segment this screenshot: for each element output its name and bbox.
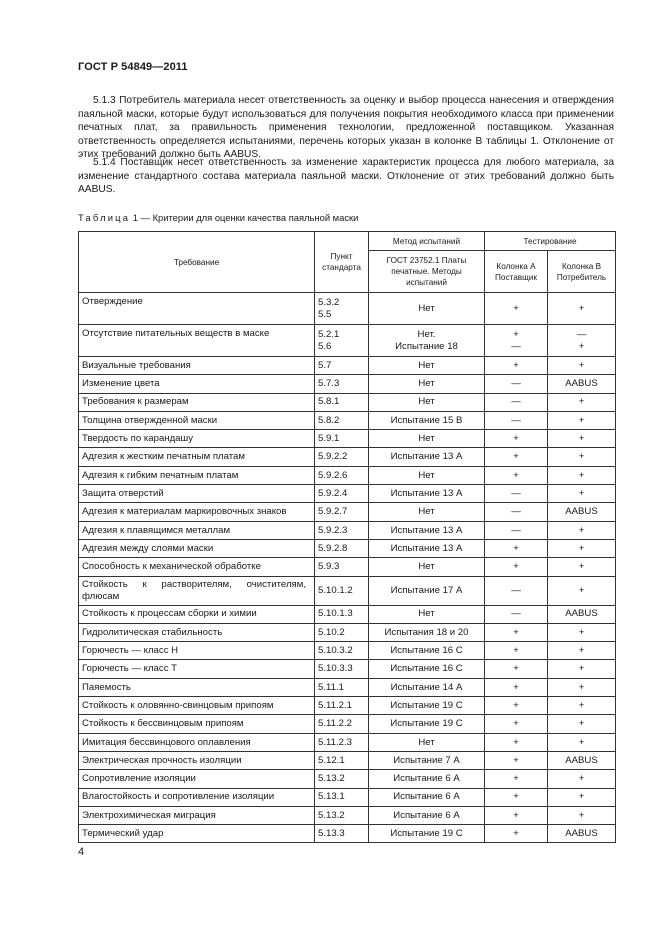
cell-column-b: + [548,293,616,325]
cell-clause: 5.9.2.3 [315,521,369,539]
cell-method: Нет [369,430,485,448]
table-row [79,825,616,843]
header-requirement: Требование [79,232,315,293]
table-row [79,539,616,557]
criteria-table [78,231,616,843]
cell-method: Испытание 15 В [369,411,485,429]
table-row [79,375,616,393]
cell-column-b: + [548,770,616,788]
cell-clause: 5.10.2 [315,623,369,641]
cell-requirement: Термический удар [79,825,315,843]
cell-method: Нет [369,733,485,751]
cell-column-a: + [485,806,548,824]
cell-column-a: — [485,485,548,503]
cell-method: Испытание 6 А [369,788,485,806]
cell-requirement: Визуальные требования [79,357,315,375]
table-row [79,678,616,696]
table-row [79,558,616,576]
table-row [79,503,616,521]
cell-column-b: + [548,539,616,557]
cell-column-b: + [548,576,616,605]
cell-column-a: + — [485,325,548,357]
cell-column-a: + [485,430,548,448]
table-row [79,576,616,605]
table-row [79,660,616,678]
cell-column-a: + [485,357,548,375]
cell-requirement: Требования к размерам [79,393,315,411]
cell-method: Нет [369,466,485,484]
cell-clause: 5.9.2.8 [315,539,369,557]
cell-column-b: + [548,357,616,375]
paragraph-5-1-3: 5.1.3 Потребитель материала несет ответственность за оценку и выбор процесса нанесения и отверждения паяльной маски, которые будут использоваться для получения покрытия необходимого класса при применении печатных плат, за правильность применения технологии, предложенной поставщиком. Указанная ответственность определяется испытаниями, перечень которых указан в колонке B таблицы 1. Отклонение от этих требований должно быть AABUS. [78,95,614,161]
table-row [79,357,616,375]
cell-column-b: AABUS [548,825,616,843]
cell-requirement: Стойкость к бессвинцовым припоям [79,715,315,733]
cell-requirement: Гидролитическая стабильность [79,623,315,641]
cell-clause: 5.12.1 [315,751,369,769]
cell-column-b: + [548,715,616,733]
cell-requirement: Адгезия к гибким печатным платам [79,466,315,484]
table-row [79,293,616,325]
cell-requirement: Сопротивление изоляции [79,770,315,788]
cell-method: Испытание 7 А [369,751,485,769]
table-row [79,485,616,503]
cell-column-b: + [548,411,616,429]
cell-requirement: Электрохимическая миграция [79,806,315,824]
cell-method: Испытание 17 А [369,576,485,605]
cell-column-b: + [548,448,616,466]
header-method-group: Метод испытаний [369,232,485,251]
cell-clause: 5.2.1 5.6 [315,325,369,357]
cell-clause: 5.9.2.4 [315,485,369,503]
cell-clause: 5.11.1 [315,678,369,696]
cell-column-a: — [485,375,548,393]
cell-requirement: Горючесть — класс Н [79,642,315,660]
table-row [79,733,616,751]
table-row [79,715,616,733]
cell-column-a: + [485,448,548,466]
table-row [79,623,616,641]
cell-requirement: Адгезия к жестким печатным платам [79,448,315,466]
cell-column-b: + [548,788,616,806]
cell-clause: 5.11.2.1 [315,697,369,715]
cell-method: Испытание 19 С [369,825,485,843]
cell-clause: 5.8.2 [315,411,369,429]
cell-clause: 5.3.2 5.5 [315,293,369,325]
cell-column-a: + [485,788,548,806]
cell-clause: 5.10.3.3 [315,660,369,678]
cell-clause: 5.13.1 [315,788,369,806]
cell-column-b: + [548,678,616,696]
cell-requirement: Имитация бессвинцового оплавления [79,733,315,751]
cell-column-b: + [548,623,616,641]
cell-column-b: + [548,697,616,715]
cell-method: Нет [369,357,485,375]
cell-column-b: + [548,660,616,678]
cell-column-a: + [485,733,548,751]
cell-column-a: + [485,770,548,788]
table-row [79,770,616,788]
table-row [79,806,616,824]
header-column-a: Колонка А Поставщик [485,251,548,293]
table-row [79,642,616,660]
cell-clause: 5.10.1.2 [315,576,369,605]
cell-requirement: Адгезия к плавящимся металлам [79,521,315,539]
cell-method: Нет [369,605,485,623]
cell-requirement: Адгезия к материалам маркировочных знаков [79,503,315,521]
cell-column-a: — [485,576,548,605]
cell-column-a: + [485,825,548,843]
cell-column-b: + [548,430,616,448]
cell-requirement: Стойкость к растворителям, очистителям, флюсам [79,576,315,605]
header-testing-group: Тестирование [485,232,616,251]
cell-method: Испытание 13 А [369,485,485,503]
header-clause: Пункт стандарта [315,232,369,293]
cell-column-b: + [548,558,616,576]
table-row [79,430,616,448]
cell-column-b: AABUS [548,503,616,521]
cell-clause: 5.13.2 [315,770,369,788]
table-row [79,751,616,769]
cell-column-a: + [485,715,548,733]
cell-column-a: + [485,293,548,325]
cell-method: Испытание 16 С [369,642,485,660]
table-row [79,521,616,539]
cell-column-b: + [548,733,616,751]
cell-requirement: Твердость по карандашу [79,430,315,448]
paragraph-5-1-4: 5.1.4 Поставщик несет ответственность за изменение характеристик процесса для любого материала, за изменение стандартного состава материала паяльной маски. Отклонение от этих требований должно быть AABUS. [78,157,614,196]
cell-requirement: Изменение цвета [79,375,315,393]
cell-method: Нет [369,393,485,411]
cell-column-a: + [485,466,548,484]
cell-column-a: + [485,751,548,769]
cell-requirement: Паяемость [79,678,315,696]
cell-column-b: — + [548,325,616,357]
cell-method: Испытание 16 С [369,660,485,678]
table-row [79,697,616,715]
cell-column-a: + [485,697,548,715]
cell-clause: 5.9.3 [315,558,369,576]
cell-clause: 5.7.3 [315,375,369,393]
cell-clause: 5.13.2 [315,806,369,824]
cell-clause: 5.10.3.2 [315,642,369,660]
cell-clause: 5.13.3 [315,825,369,843]
page-number: 4 [78,846,85,858]
table-caption [78,212,358,223]
cell-column-a: — [485,503,548,521]
cell-clause: 5.11.2.2 [315,715,369,733]
cell-requirement: Влагостойкость и сопротивление изоляции [79,788,315,806]
cell-requirement: Горючесть — класс Т [79,660,315,678]
caption-text: — Критерии для оценки качества паяльной маски [138,212,359,223]
cell-clause: 5.10.1.3 [315,605,369,623]
cell-column-b: AABUS [548,751,616,769]
header-method: ГОСТ 23752.1 Платы печатные. Методы испытаний [369,251,485,293]
cell-requirement: Отверждение [79,293,315,325]
cell-method: Испытания 18 и 20 [369,623,485,641]
cell-method: Испытание 6 А [369,806,485,824]
cell-column-a: — [485,605,548,623]
cell-method: Испытание 6 А [369,770,485,788]
cell-method: Нет. Испытание 18 [369,325,485,357]
cell-clause: 5.9.2.2 [315,448,369,466]
table-row [79,393,616,411]
caption-number: 1 [132,212,138,223]
table-row [79,411,616,429]
cell-clause: 5.9.1 [315,430,369,448]
cell-method: Испытание 13 А [369,521,485,539]
cell-method: Испытание 19 С [369,715,485,733]
cell-requirement: Стойкость к процессам сборки и химии [79,605,315,623]
cell-column-b: AABUS [548,375,616,393]
cell-method: Испытание 13 А [369,448,485,466]
table-row [79,325,616,357]
cell-method: Нет [369,293,485,325]
table-row [79,448,616,466]
cell-method: Испытание 19 С [369,697,485,715]
cell-requirement: Толщина отвержденной маски [79,411,315,429]
table-row [79,788,616,806]
cell-method: Испытание 13 А [369,539,485,557]
cell-column-b: + [548,642,616,660]
cell-requirement: Адгезия между слоями маски [79,539,315,557]
caption-label: Таблица [78,212,131,223]
table-row [79,466,616,484]
cell-column-b: + [548,521,616,539]
table-row [79,605,616,623]
cell-column-b: AABUS [548,605,616,623]
cell-column-a: + [485,558,548,576]
cell-clause: 5.8.1 [315,393,369,411]
cell-clause: 5.9.2.7 [315,503,369,521]
cell-requirement: Защита отверстий [79,485,315,503]
cell-column-a: + [485,660,548,678]
table-body [79,293,616,843]
cell-column-b: + [548,393,616,411]
cell-method: Нет [369,503,485,521]
cell-requirement: Стойкость к оловянно-свинцовым припоям [79,697,315,715]
cell-column-a: + [485,678,548,696]
cell-clause: 5.9.2.6 [315,466,369,484]
cell-column-a: — [485,411,548,429]
document-header: ГОСТ Р 54849—2011 [78,61,188,73]
cell-clause: 5.7 [315,357,369,375]
cell-column-a: — [485,393,548,411]
cell-requirement: Отсутствие питательных веществ в маске [79,325,315,357]
cell-requirement: Электрическая прочность изоляции [79,751,315,769]
cell-column-b: + [548,485,616,503]
cell-column-a: — [485,521,548,539]
cell-method: Испытание 14 А [369,678,485,696]
cell-clause: 5.11.2.3 [315,733,369,751]
header-column-b: Колонка В Потребитель [548,251,616,293]
cell-column-b: + [548,466,616,484]
cell-requirement: Способность к механической обработке [79,558,315,576]
cell-column-a: + [485,539,548,557]
cell-column-a: + [485,623,548,641]
cell-column-a: + [485,642,548,660]
cell-method: Нет [369,558,485,576]
cell-method: Нет [369,375,485,393]
cell-column-b: + [548,806,616,824]
